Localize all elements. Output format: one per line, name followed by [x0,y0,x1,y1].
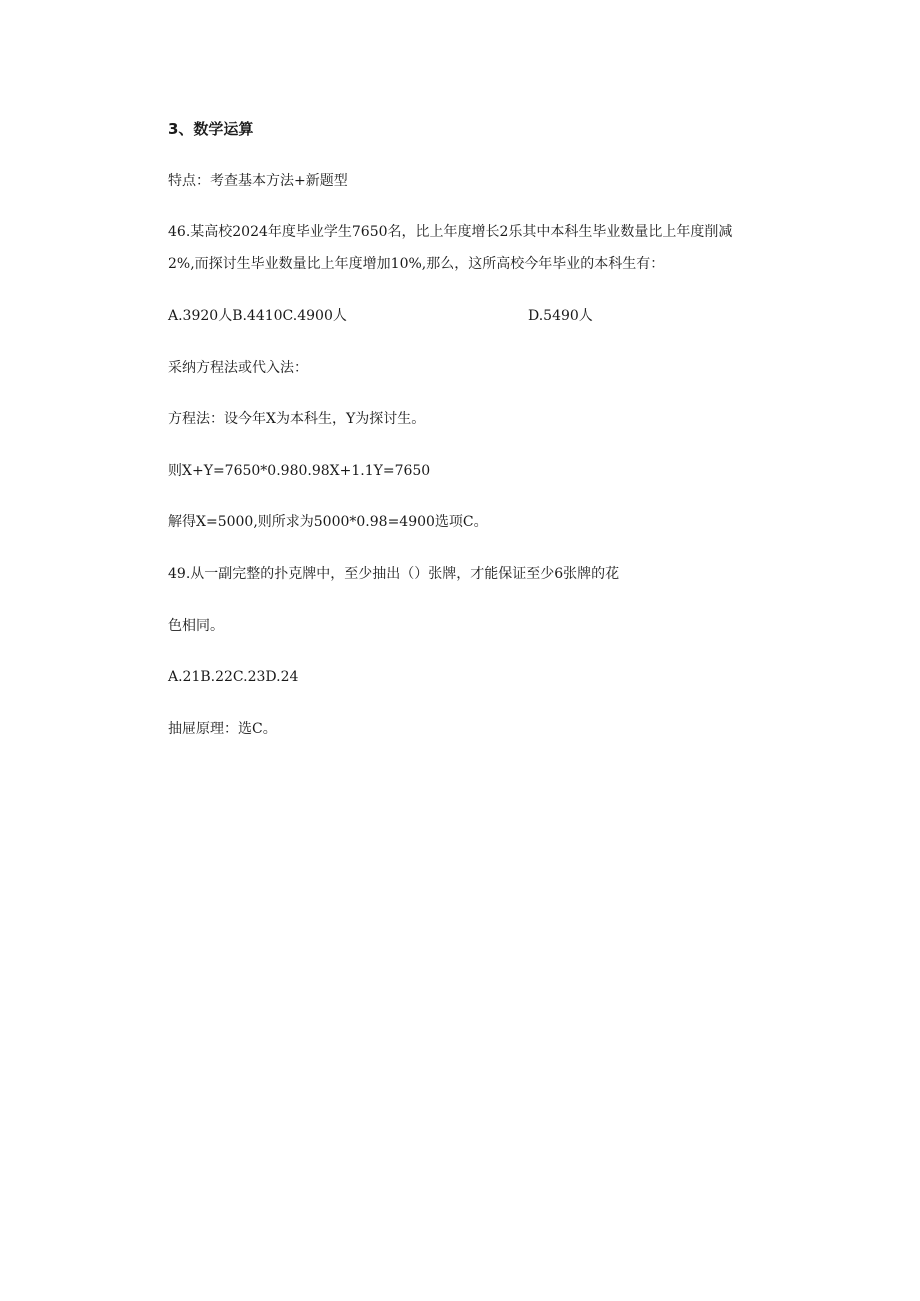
question-46-option-d: D.5490人 [528,308,593,324]
question-46-equation: 则X+Y=7650*0.980.98X+1.1Y=7650 [168,463,431,479]
question-49-answer: 抽屉原理：选C。 [168,721,277,737]
question-46-options-abc: A.3920人B.4410C.4900人 [168,308,347,324]
question-49-options: A.21B.22C.23D.24 [168,669,299,685]
question-46-line-2: 2%,而探讨生毕业数量比上年度增加10%,那么，这所高校今年毕业的本科生有： [168,256,665,272]
section-feature: 特点：考查基本方法+新题型 [168,173,348,189]
question-46-line-1: 46.某高校2024年度毕业学生7650名，比上年度增长2乐其中本科生毕业数量比上年度削减 [168,224,733,240]
question-46-solution: 解得X=5000,则所求为5000*0.98=4900选项C。 [168,514,488,530]
question-49-line-2: 色相同。 [168,618,224,634]
question-46-method-setup: 方程法：设今年X为本科生，Y为探讨生。 [168,411,426,427]
question-46-method-intro: 采纳方程法或代入法： [168,360,308,376]
question-49-line-1: 49.从一副完整的扑克牌中，至少抽出（）张牌，才能保证至少6张牌的花 [168,566,620,582]
section-heading: 3、数学运算 [168,120,254,138]
